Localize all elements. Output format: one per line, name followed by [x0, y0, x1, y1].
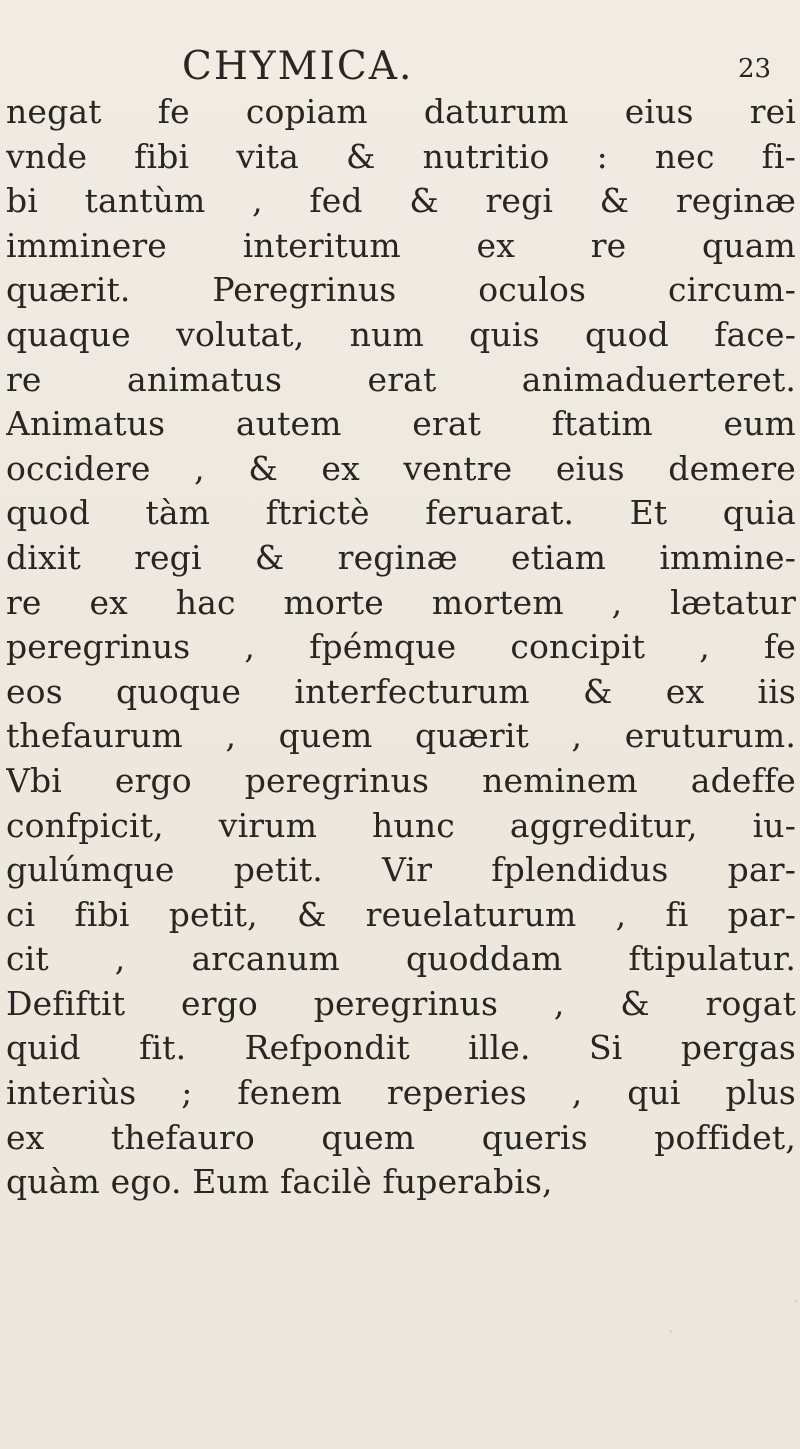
text-line-11: dixit regi & reginæ etiam immine- [6, 537, 796, 577]
text-line-5: quærit. Peregrinus oculos circum- [6, 270, 796, 310]
text-line-19: ci fibi petit, & reuelaturum , fi par- [6, 894, 796, 934]
page-number: 23 [738, 54, 772, 84]
running-head [0, 42, 800, 92]
paper-speck [670, 1330, 672, 1333]
text-line-23: interiùs ; fenem reperies , qui plus [6, 1073, 796, 1113]
text-line-25: quàm ego. Eum facilè fuperabis, [6, 1162, 553, 1202]
text-line-18: gulúmque petit. Vir fplendidus par- [6, 850, 796, 890]
text-line-17: confpicit, virum hunc aggreditur, iu- [6, 805, 796, 845]
text-line-8: Animatus autem erat ftatim eum [6, 404, 796, 444]
text-line-13: peregrinus , fpémque concipit , fe [6, 627, 796, 667]
text-line-7: re animatus erat animaduerteret. [6, 359, 796, 399]
text-line-20: cit , arcanum quoddam ftipulatur. [6, 939, 796, 979]
text-line-10: quod tàm ftrictè feruarat. Et quia [6, 493, 796, 533]
text-line-9: occidere , & ex ventre eius demere [6, 448, 796, 488]
text-line-2: vnde fibi vita & nutritio : nec fi- [6, 136, 796, 176]
text-line-12: re ex hac morte mortem , lætatur [6, 582, 796, 622]
paper-speck [795, 1300, 798, 1302]
text-line-1: negat fe copiam daturum eius rei [6, 92, 796, 131]
text-line-15: thefaurum , quem quærit , eruturum. [6, 716, 796, 756]
running-title: CHYMICA. [182, 44, 414, 89]
body-text [6, 90, 796, 1205]
text-line-3: bi tantùm , fed & regi & reginæ [6, 181, 796, 221]
text-line-22: quid fit. Refpondit ille. Si pergas [6, 1028, 796, 1068]
text-line-14: eos quoque interfecturum & ex iis [6, 671, 796, 711]
text-line-24: ex thefauro quem queris poffidet, [6, 1117, 796, 1157]
text-line-4: imminere interitum ex re quam [6, 225, 796, 265]
text-line-6: quaque volutat, num quis quod face- [6, 314, 796, 354]
text-line-16: Vbi ergo peregrinus neminem adeffe [6, 760, 796, 800]
text-line-21: Defiftit ergo peregrinus , & rogat [6, 983, 796, 1023]
